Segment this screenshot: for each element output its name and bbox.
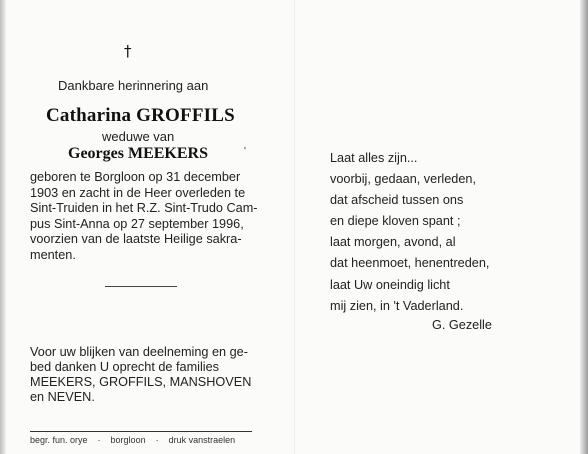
spouse-name: Georges MEEKERS: [68, 145, 208, 162]
bio-line: geboren te Borgloon op 31 december: [30, 170, 241, 184]
thanks-line: en NEVEN.: [30, 390, 95, 404]
poem-line: en diepe kloven spant ;: [330, 214, 461, 229]
biography: [30, 170, 280, 263]
footer-divider: [30, 431, 252, 432]
poem-line: dat afscheid tussen ons: [330, 193, 464, 208]
footer-separator: ·: [97, 435, 101, 445]
thanks-line: MEEKERS, GROFFILS, MANSHOVEN: [30, 375, 252, 389]
poem-line: mij zien, in 't Vaderland.: [330, 298, 464, 313]
poem-author: G. Gezelle: [432, 318, 492, 332]
footer-place: borgloon: [110, 435, 146, 445]
funeral-service: begr. fun. orye: [30, 435, 88, 445]
bio-line: pus Sint-Anna op 27 september 1996,: [30, 216, 244, 231]
thanks-line: bed danken U oprecht de families: [30, 360, 220, 374]
intro-text: Dankbare herinnering aan: [58, 78, 209, 93]
card-fold: [294, 0, 295, 454]
poem: [330, 148, 489, 317]
thanks-paragraph: [30, 345, 280, 405]
poem-line: laat morgen, avond, al: [330, 235, 456, 250]
thanks-line: Voor uw blijken van deelneming en ge-: [30, 345, 248, 359]
stray-mark: ': [244, 146, 246, 157]
bio-line: Sint-Truiden in het R.Z. Sint-Trudo Cam-: [30, 201, 258, 215]
bio-line: voorzien van de laatste Heilige sakra-: [30, 232, 242, 246]
footer-separator: ·: [155, 435, 159, 445]
printer-name: druk vanstraelen: [168, 435, 236, 445]
divider: [105, 286, 177, 287]
poem-line: dat heenmoet, henentreden,: [330, 256, 490, 271]
printer-footer: [30, 435, 235, 445]
poem-line: Laat alles zijn...: [330, 151, 418, 165]
card-left-edge: [0, 0, 6, 454]
deceased-name: Catharina GROFFILS: [46, 105, 235, 126]
bio-line: menten.: [30, 247, 76, 262]
card-right-edge: [580, 0, 588, 454]
bio-line: 1903 en zacht in de Heer overleden te: [30, 185, 246, 200]
widow-of-text: weduwe van: [102, 129, 175, 144]
cross-icon: †: [124, 42, 132, 60]
poem-line: laat Uw oneindig licht: [330, 277, 450, 292]
poem-line: voorbij, gedaan, verleden,: [330, 172, 477, 187]
